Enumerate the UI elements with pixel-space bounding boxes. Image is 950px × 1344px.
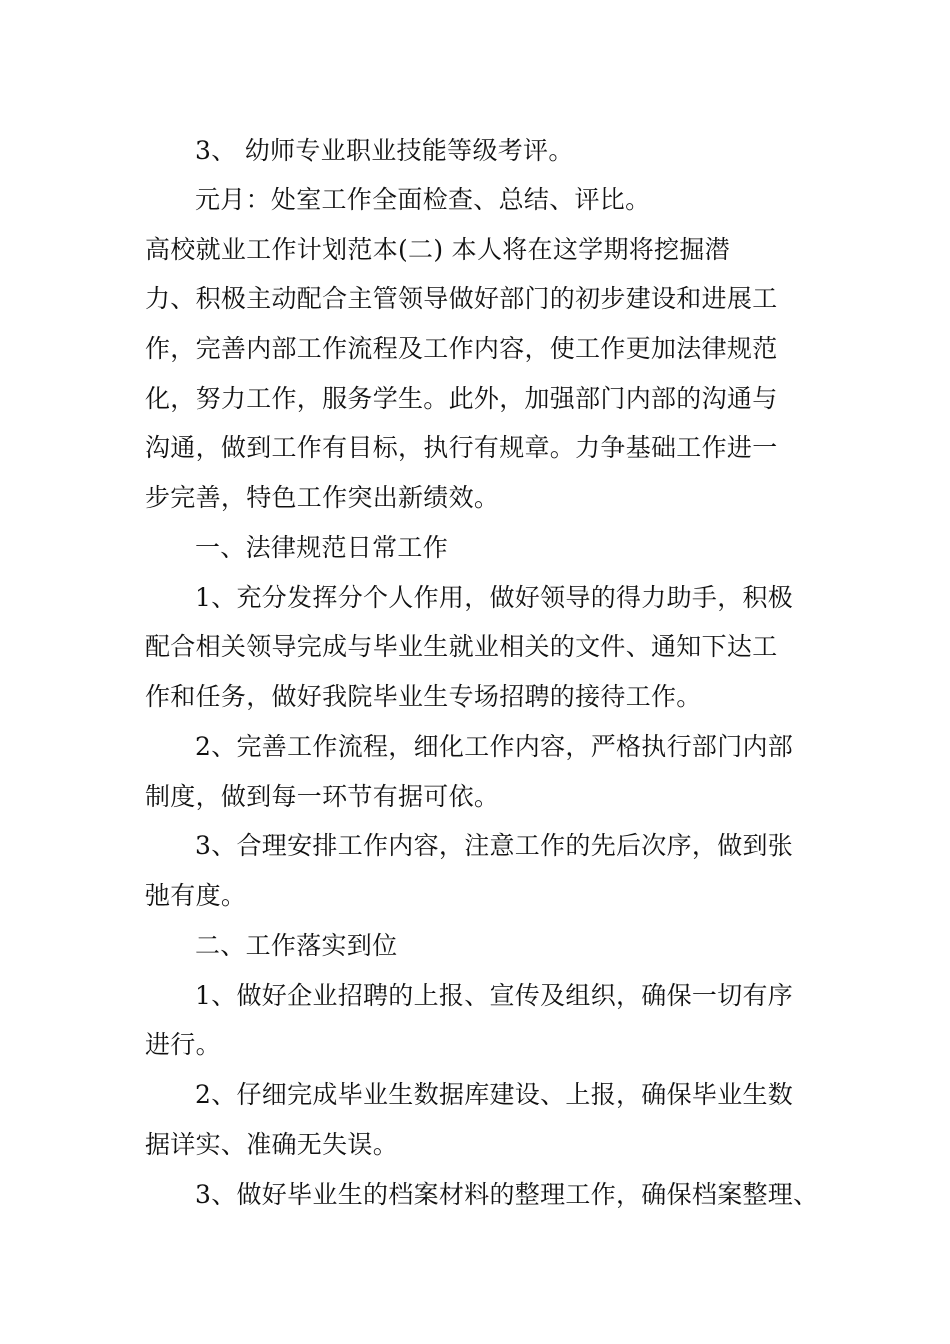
text-line: 沟通，做到工作有目标，执行有规章。力争基础工作进一: [145, 433, 778, 462]
text-line: 3、合理安排工作内容，注意工作的先后次序，做到张: [195, 831, 794, 860]
heading-line: 二、工作落实到位: [195, 931, 398, 960]
heading-line: 一、法律规范日常工作: [195, 533, 449, 562]
text-line: 1、做好企业招聘的上报、宣传及组织，确保一切有序: [195, 981, 794, 1010]
text-line: 作，完善内部工作流程及工作内容，使工作更加法律规范: [145, 334, 778, 363]
text-line: 步完善，特色工作突出新绩效。: [145, 483, 500, 512]
text-line: 2、完善工作流程，细化工作内容，严格执行部门内部: [195, 732, 794, 761]
text-line: 配合相关领导完成与毕业生就业相关的文件、通知下达工: [145, 632, 778, 661]
text-line: 据详实、准确无失误。: [145, 1130, 399, 1159]
text-line: 3、 幼师专业职业技能等级考评。: [195, 136, 574, 165]
text-line: 1、充分发挥分个人作用，做好领导的得力助手，积极: [195, 583, 794, 612]
text-line: 2、仔细完成毕业生数据库建设、上报，确保毕业生数: [195, 1080, 794, 1109]
section-title-line: 高校就业工作计划范本(二) 本人将在这学期将挖掘潜: [145, 235, 730, 264]
text-line: 力、积极主动配合主管领导做好部门的初步建设和进展工: [145, 284, 778, 313]
text-line: 化，努力工作，服务学生。此外，加强部门内部的沟通与: [145, 384, 778, 413]
text-line: 制度，做到每一环节有据可依。: [145, 782, 500, 811]
text-line: 进行。: [145, 1030, 221, 1059]
text-line: 元月：处室工作全面检查、总结、评比。: [195, 185, 651, 214]
text-line: 弛有度。: [145, 881, 247, 910]
text-line: 3、做好毕业生的档案材料的整理工作，确保档案整理、: [195, 1180, 819, 1209]
text-line: 作和任务，做好我院毕业生专场招聘的接待工作。: [145, 682, 702, 711]
